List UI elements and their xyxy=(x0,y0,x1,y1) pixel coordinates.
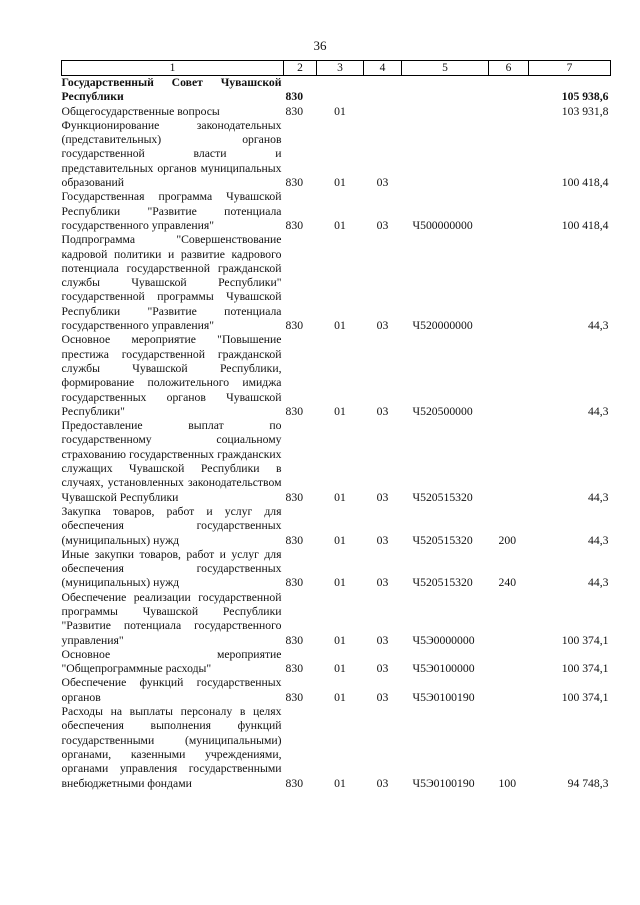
row-section: 01 xyxy=(334,533,346,547)
row-admin-code: 830 xyxy=(285,90,304,104)
row-name: Иные закупки товаров, работ и услуг для обеспечения государственных (муниципальных) нужд xyxy=(61,547,282,590)
row-expense-type xyxy=(489,591,529,648)
row-section: 01 xyxy=(334,404,346,418)
row-expense-type: 200 xyxy=(498,533,517,547)
row-expense-type xyxy=(489,333,529,419)
row-amount: 100 374,1 xyxy=(561,662,609,676)
table-row xyxy=(62,105,611,119)
row-subsection xyxy=(364,105,402,119)
row-expense-type xyxy=(489,119,529,190)
table-row xyxy=(62,548,611,591)
row-admin-code: 830 xyxy=(285,662,304,676)
row-subsection: 03 xyxy=(376,776,389,790)
row-name: Функционирование законодательных (представительных) органов государственной власти и представительных органов муниципальных образований xyxy=(61,118,282,190)
row-amount: 100 418,4 xyxy=(561,218,609,232)
row-section: 01 xyxy=(334,776,346,790)
row-expense-type xyxy=(489,648,529,677)
row-expense-type xyxy=(489,190,529,233)
row-amount: 105 938,6 xyxy=(561,90,609,104)
table-row xyxy=(62,76,611,105)
row-amount: 44,3 xyxy=(588,533,609,547)
row-amount: 100 374,1 xyxy=(561,690,609,704)
row-section: 01 xyxy=(334,218,346,232)
row-expense-type xyxy=(489,233,529,333)
table-row xyxy=(62,419,611,505)
row-subsection xyxy=(364,76,402,105)
table-body xyxy=(62,76,611,791)
row-subsection: 03 xyxy=(376,533,389,547)
row-amount: 44,3 xyxy=(588,404,609,418)
row-admin-code: 830 xyxy=(285,490,304,504)
row-admin-code: 830 xyxy=(285,404,304,418)
column-header-3: 3 xyxy=(317,61,364,76)
row-subsection: 03 xyxy=(376,218,389,232)
row-target-article: Ч5Э0000000 xyxy=(412,633,475,647)
row-section: 01 xyxy=(334,104,346,118)
column-header-4: 4 xyxy=(364,61,402,76)
table-row xyxy=(62,333,611,419)
budget-table xyxy=(61,60,611,791)
row-name: Основное мероприятие "Повышение престижа государственной гражданской службы Чувашской Республики, формирование положительного имиджа государственных органов Чувашской Республики" xyxy=(61,333,282,418)
row-admin-code: 830 xyxy=(285,633,304,647)
row-target-article: Ч5Э0100190 xyxy=(412,690,475,704)
column-header-1: 1 xyxy=(62,61,284,76)
row-target-article xyxy=(402,76,489,105)
table-header xyxy=(62,61,611,76)
row-target-article: Ч520515320 xyxy=(412,576,473,590)
table-row xyxy=(62,648,611,677)
page-number: 36 xyxy=(313,38,327,53)
row-section: 01 xyxy=(334,490,346,504)
row-expense-type: 240 xyxy=(498,576,517,590)
row-name: Государственная программа Чувашской Республики "Развитие потенциала государственного управления" xyxy=(61,190,282,232)
row-amount: 94 748,3 xyxy=(567,776,609,790)
table-row xyxy=(62,705,611,791)
row-amount: 44,3 xyxy=(588,576,609,590)
row-expense-type: 100 xyxy=(498,776,517,790)
column-header-5: 5 xyxy=(402,61,489,76)
row-target-article xyxy=(402,105,489,119)
row-amount: 100 374,1 xyxy=(561,633,609,647)
row-target-article: Ч500000000 xyxy=(412,218,473,232)
column-header-6: 6 xyxy=(489,61,529,76)
row-name: Государственный Совет Чувашской Республики xyxy=(61,76,282,104)
row-target-article: Ч520515320 xyxy=(412,490,473,504)
row-admin-code: 830 xyxy=(285,533,304,547)
row-name: Общегосударственные вопросы xyxy=(61,104,220,118)
row-amount: 44,3 xyxy=(588,319,609,333)
row-admin-code: 830 xyxy=(285,319,304,333)
row-expense-type xyxy=(489,76,529,105)
row-name: Расходы на выплаты персоналу в целях обеспечения выполнения функций государственными (муниципальными) органами, казенными учреждениями, органами управления государственными внебюджетными фондами xyxy=(61,705,282,790)
row-name: Предоставление выплат по государственному социальному страхованию государственных гражданских служащих Чувашской Республики в случаях, установленных законодательством Чувашской Республики xyxy=(61,419,282,504)
column-header-2: 2 xyxy=(284,61,317,76)
row-admin-code: 830 xyxy=(285,218,304,232)
row-subsection: 03 xyxy=(376,662,389,676)
row-section: 01 xyxy=(334,576,346,590)
row-amount: 44,3 xyxy=(588,490,609,504)
row-admin-code: 830 xyxy=(285,776,304,790)
row-name: Обеспечение функций государственных органов xyxy=(61,676,282,704)
row-name: Обеспечение реализации государственной программы Чувашской Республики "Развитие потенциала государственного управления" xyxy=(61,590,282,647)
row-section: 01 xyxy=(334,633,346,647)
table-row xyxy=(62,119,611,190)
table-row xyxy=(62,190,611,233)
row-target-article xyxy=(402,119,489,190)
row-admin-code: 830 xyxy=(285,176,304,190)
row-section: 01 xyxy=(334,176,346,190)
row-name: Подпрограмма "Совершенствование кадровой политики и развитие кадрового потенциала государственной гражданской службы Чувашской Республики" государственной программы Чувашской Республики "Развитие потенциала государственного управления" xyxy=(61,233,282,333)
row-amount: 103 931,8 xyxy=(561,104,609,118)
table-row xyxy=(62,505,611,548)
row-section: 01 xyxy=(334,690,346,704)
row-target-article: Ч520515320 xyxy=(412,533,473,547)
row-admin-code: 830 xyxy=(285,576,304,590)
row-subsection: 03 xyxy=(376,176,389,190)
row-amount: 100 418,4 xyxy=(561,176,609,190)
table-row xyxy=(62,591,611,648)
row-expense-type xyxy=(489,676,529,705)
row-subsection: 03 xyxy=(376,404,389,418)
row-target-article: Ч5Э0100000 xyxy=(412,662,475,676)
row-subsection: 03 xyxy=(376,490,389,504)
row-admin-code: 830 xyxy=(285,104,304,118)
row-expense-type xyxy=(489,419,529,505)
row-subsection: 03 xyxy=(376,319,389,333)
row-target-article: Ч5Э0100190 xyxy=(412,776,475,790)
row-expense-type xyxy=(489,105,529,119)
header-row xyxy=(62,61,611,76)
column-header-7: 7 xyxy=(529,61,611,76)
row-target-article: Ч520500000 xyxy=(412,404,473,418)
row-subsection: 03 xyxy=(376,576,389,590)
row-section xyxy=(317,76,364,105)
row-section: 01 xyxy=(334,662,346,676)
row-section: 01 xyxy=(334,319,346,333)
row-name: Основное мероприятие "Общепрограммные расходы" xyxy=(61,647,282,676)
row-admin-code: 830 xyxy=(285,690,304,704)
row-subsection: 03 xyxy=(376,633,389,647)
row-target-article: Ч520000000 xyxy=(412,319,473,333)
row-name: Закупка товаров, работ и услуг для обеспечения государственных (муниципальных) нужд xyxy=(61,504,282,547)
row-subsection: 03 xyxy=(376,690,389,704)
table-row xyxy=(62,676,611,705)
table-row xyxy=(62,233,611,333)
